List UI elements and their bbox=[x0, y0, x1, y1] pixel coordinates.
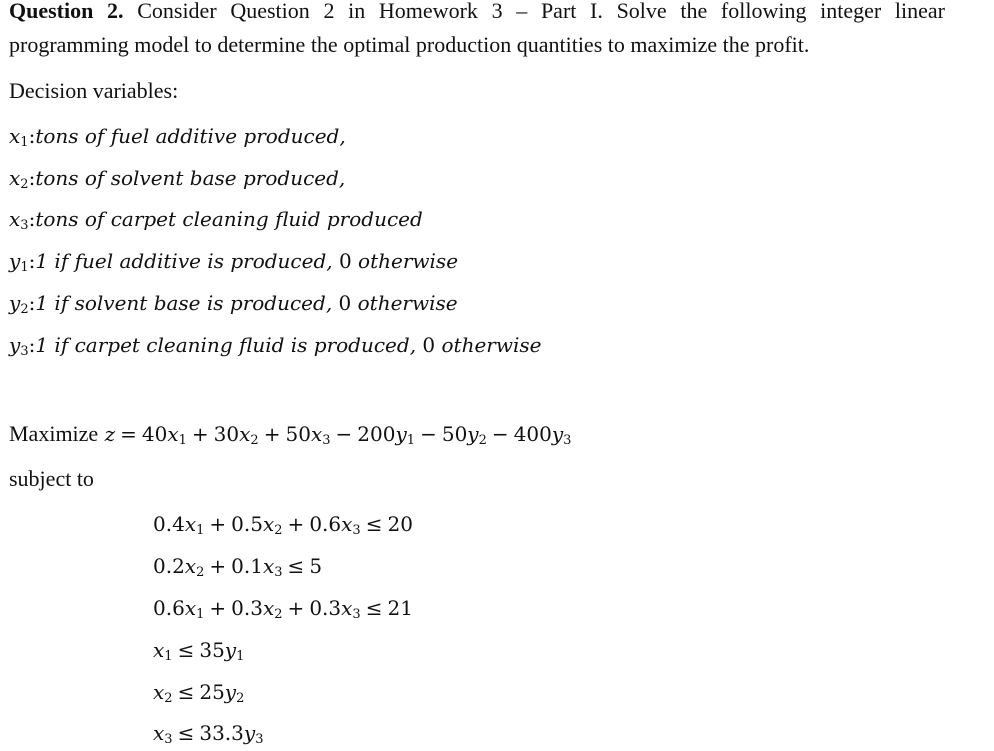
objective-expression: $z = 40x_1 + 30x_2 + 50x_3 - 200y_1 - 50y_2 - 400y_3$ bbox=[104, 422, 572, 448]
constraint: $x_2 \le 25y_2$ bbox=[153, 680, 245, 706]
variable-row: $x_2:tons$ of solvent base produced, bbox=[9, 166, 346, 192]
constraint: $x_1 \le 35y_1$ bbox=[153, 638, 245, 664]
constraint: $0.4x_1 + 0.5x_2 + 0.6x_3 \le 20$ bbox=[153, 512, 413, 538]
subject-to-label: subject to bbox=[9, 466, 94, 491]
variable-row: $x_3:tons$ of carpet cleaning fluid produced bbox=[9, 207, 423, 233]
objective-label: Maximize bbox=[9, 421, 99, 446]
constraint: $0.6x_1 + 0.3x_2 + 0.3x_3 \le 21$ bbox=[153, 596, 413, 622]
question-label: Question 2. bbox=[9, 0, 124, 23]
question-paragraph bbox=[9, 0, 945, 62]
variable-row: $y_3:1$ if carpet cleaning fluid is produced, 0 otherwise bbox=[9, 333, 542, 359]
question-text: Consider Question 2 in Homework 3 – Part I. Solve the following integer linear programming model to determine the optimal production quantities to maximize the profit. bbox=[9, 0, 945, 57]
variable-row: $y_1:1$ if fuel additive is produced, 0 otherwise bbox=[9, 249, 459, 275]
variable-row: $y_2:1$ if solvent base is produced, 0 otherwise bbox=[9, 291, 458, 317]
decision-variables-heading: Decision variables: bbox=[9, 78, 179, 103]
constraint: $0.2x_2 + 0.1x_3 \le 5$ bbox=[153, 554, 323, 580]
constraint: $x_3 \le 33.3y_3$ bbox=[153, 721, 264, 747]
objective-function bbox=[9, 422, 571, 446]
variable-row: $x_1:tons$ of fuel additive produced, bbox=[9, 124, 346, 150]
